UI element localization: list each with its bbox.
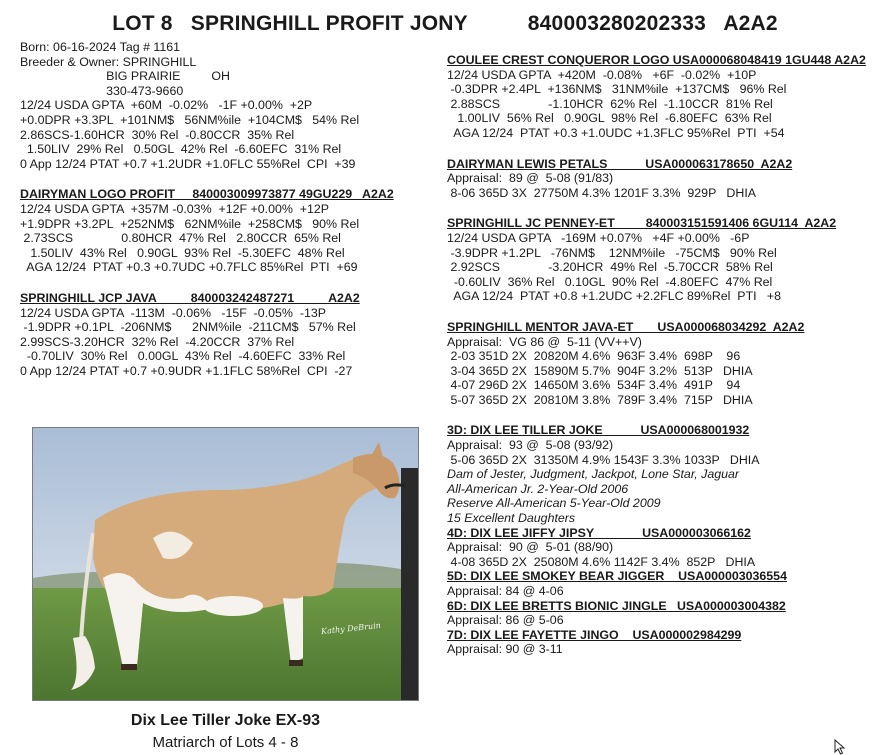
gpta-line: 12/24 USDA GPTA +60M -0.02% -1F +0.00% +2P — [20, 98, 313, 113]
note-line: Reserve All-American 5-Year-Old 2009 — [447, 496, 661, 511]
stat-line: 1.50LIV 43% Rel 0.90GL 93% Rel -5.30EFC 48% Rel — [20, 245, 345, 260]
note-line: All-American Jr. 2-Year-Old 2006 — [447, 481, 629, 496]
right-column — [447, 53, 867, 657]
stat-line: Appraisal: 90 @ 3-11 — [447, 642, 563, 657]
born-line: Born: 06-16-2024 Tag # 1161 — [20, 40, 181, 54]
pedigree-block — [447, 53, 867, 141]
stat-line: 2.88SCS -1.10HCR 62% Rel -1.10CCR 81% Rel — [447, 96, 773, 111]
ptat-line: 0 App 12/24 PTAT +0.7 +1.2UDR +1.0FLC 55%Rel CPI +39 — [20, 156, 356, 171]
stat-line: AGA 12/24 PTAT +0.8 +1.2UDC +2.2FLC 89%Rel PTI +8 — [447, 289, 782, 304]
left-column — [20, 40, 440, 378]
sixth-dam-header: 6D: DIX LEE BRETTS BIONIC JINGLE USA000003004382 — [447, 598, 786, 613]
third-dam-block — [447, 423, 867, 525]
dam-block — [20, 291, 440, 379]
location-line: BIG PRAIRIE OH — [20, 69, 230, 84]
stat-line: 2.73SCS 0.80HCR 47% Rel 2.80CCR 65% Rel — [20, 231, 341, 246]
stat-line: -1.9DPR +0.1PL -206NM$ 2NM%ile -211CM$ 57% Rel — [20, 320, 356, 335]
animal-info — [20, 40, 440, 171]
stat-line: +1.9DPR +3.2PL +252NM$ 62NM%ile +258CM$ 90% Rel — [20, 216, 360, 231]
stat-line: 4-07 296D 2X 14650M 3.6% 534F 3.4% 491P 94 — [447, 378, 741, 393]
dam-header: SPRINGHILL JCP JAVA 840003242487271 A2A2 — [20, 290, 360, 305]
pedigree-header: COULEE CREST CONQUEROR LOGO USA000068048419 1GU448 A2A2 — [447, 53, 866, 67]
note-line: Dam of Jester, Judgment, Jackpot, Lone Star, Jaguar — [447, 467, 740, 482]
pedigree-block — [447, 216, 867, 304]
stat-line: 12/24 USDA GPTA +357M -0.03% +12F +0.00% +12P — [20, 201, 330, 216]
stat-line: Appraisal: 90 @ 5-01 (88/90) — [447, 540, 614, 555]
stat-line: -0.70LIV 30% Rel 0.00GL 43% Rel -4.60EFC 33% Rel — [20, 349, 346, 364]
stat-line: -0.60LIV 36% Rel 0.10GL 90% Rel -4.80EFC 47% Rel — [447, 274, 773, 289]
stat-line: 1.50LIV 29% Rel 0.50GL 42% Rel -6.60EFC 31% Rel — [20, 142, 342, 157]
stat-line: 5-07 365D 2X 20810M 3.8% 789F 3.4% 715P DHIA — [447, 392, 753, 407]
stat-line: 8-06 365D 3X 27750M 4.3% 1201F 3.3% 929P DHIA — [447, 185, 757, 200]
cow-illustration — [33, 428, 418, 700]
pedigree-block — [447, 320, 867, 408]
stat-line: 12/24 USDA GPTA -113M -0.06% -15F -0.05% -13P — [20, 305, 327, 320]
stat-line: 2.99SCS-3.20HCR 32% Rel -4.20CCR 37% Rel — [20, 334, 295, 349]
stat-line: 3-04 365D 2X 15890M 5.7% 904F 3.2% 513P DHIA — [447, 363, 753, 378]
stat-line: 12/24 USDA GPTA +420M -0.08% +6F -0.02% +10P — [447, 67, 757, 82]
seventh-dam-header: 7D: DIX LEE FAYETTE JINGO USA000002984299 — [447, 627, 742, 642]
stat-line: AGA 12/24 PTAT +0.3 +1.0UDC +1.3FLC 95%Rel PTI +54 — [447, 125, 785, 140]
sixth-dam-block — [447, 599, 867, 628]
seventh-dam-block — [447, 628, 867, 657]
stat-line: Appraisal: 93 @ 5-08 (93/92) — [447, 438, 614, 453]
stat-line: AGA 12/24 PTAT +0.3 +0.7UDC +0.7FLC 85%Rel PTI +69 — [20, 260, 358, 275]
stat-line: 12/24 USDA GPTA -169M +0.07% +4F +0.00% -6P — [447, 230, 750, 245]
mouse-cursor-icon — [834, 739, 848, 755]
photo-watermark: Kathy DeBruin — [320, 620, 382, 637]
stat-line: 2.92SCS -3.20HCR 49% Rel -5.70CCR 58% Rel — [447, 260, 773, 275]
sire-header: DAIRYMAN LOGO PROFIT 840003009973877 49GU229 A2A2 — [20, 187, 394, 202]
pedigree-header: SPRINGHILL JC PENNEY-ET 840003151591406 6GU114 A2A2 — [447, 216, 837, 231]
stat-line: Appraisal: 89 @ 5-08 (91/83) — [447, 171, 614, 186]
stat-line: +0.0DPR +3.3PL +101NM$ 56NM%ile +104CM$ 54% Rel — [20, 112, 360, 127]
pedigree-block — [447, 157, 867, 201]
stat-line: 1.00LIV 56% Rel 0.90GL 98% Rel -6.80EFC 63% Rel — [447, 111, 772, 126]
fifth-dam-block — [447, 569, 867, 598]
stat-line: Appraisal: VG 86 @ 5-11 (VV++V) — [447, 334, 642, 349]
stat-line: 2-03 351D 2X 20820M 4.6% 963F 3.4% 698P 96 — [447, 349, 741, 364]
stat-line: Appraisal: 86 @ 5-06 — [447, 613, 564, 628]
third-dam-header: 3D: DIX LEE TILLER JOKE USA000068001932 — [447, 423, 750, 438]
breeder-line: Breeder & Owner: SPRINGHILL — [20, 54, 197, 69]
pedigree-header: DAIRYMAN LEWIS PETALS USA000063178650 A2A2 — [447, 156, 793, 171]
stat-line: 0 App 12/24 PTAT +0.7 +0.9UDR +1.1FLC 58%Rel CPI -27 — [20, 363, 353, 378]
stat-line: 2.86SCS-1.60HCR 30% Rel -0.80CCR 35% Rel — [20, 127, 295, 142]
phone-line: 330-473-9660 — [20, 83, 184, 98]
cow-photo — [32, 427, 419, 701]
stat-line: -3.9DPR +1.2PL -76NM$ 12NM%ile -75CM$ 90% Rel — [447, 245, 777, 260]
fifth-dam-header: 5D: DIX LEE SMOKEY BEAR JIGGER USA000003036554 — [447, 569, 787, 584]
fourth-dam-block — [447, 526, 867, 570]
stat-line: -0.3DPR +2.4PL +136NM$ 31NM%ile +137CM$ 96% Rel — [447, 82, 787, 97]
stat-line: 5-06 365D 2X 31350M 4.9% 1543F 3.3% 1033P DHIA — [447, 452, 760, 467]
photo-caption-subtitle: Matriarch of Lots 4 - 8 — [152, 734, 299, 751]
lot-title: LOT 8 SPRINGHILL PROFIT JONY 840003280202333 A2A2 — [112, 12, 778, 35]
stat-line: 4-08 365D 2X 25080M 4.6% 1142F 3.4% 852P DHIA — [447, 554, 756, 569]
fourth-dam-header: 4D: DIX LEE JIFFY JIPSY USA000003066162 — [447, 525, 751, 540]
pedigree-header: SPRINGHILL MENTOR JAVA-ET USA000068034292 A2A2 — [447, 319, 805, 334]
note-line: 15 Excellent Daughters — [447, 511, 576, 526]
photo-caption-title: Dix Lee Tiller Joke EX-93 — [130, 712, 321, 729]
stat-line: Appraisal: 84 @ 4-06 — [447, 584, 564, 598]
sire-block — [20, 187, 440, 275]
